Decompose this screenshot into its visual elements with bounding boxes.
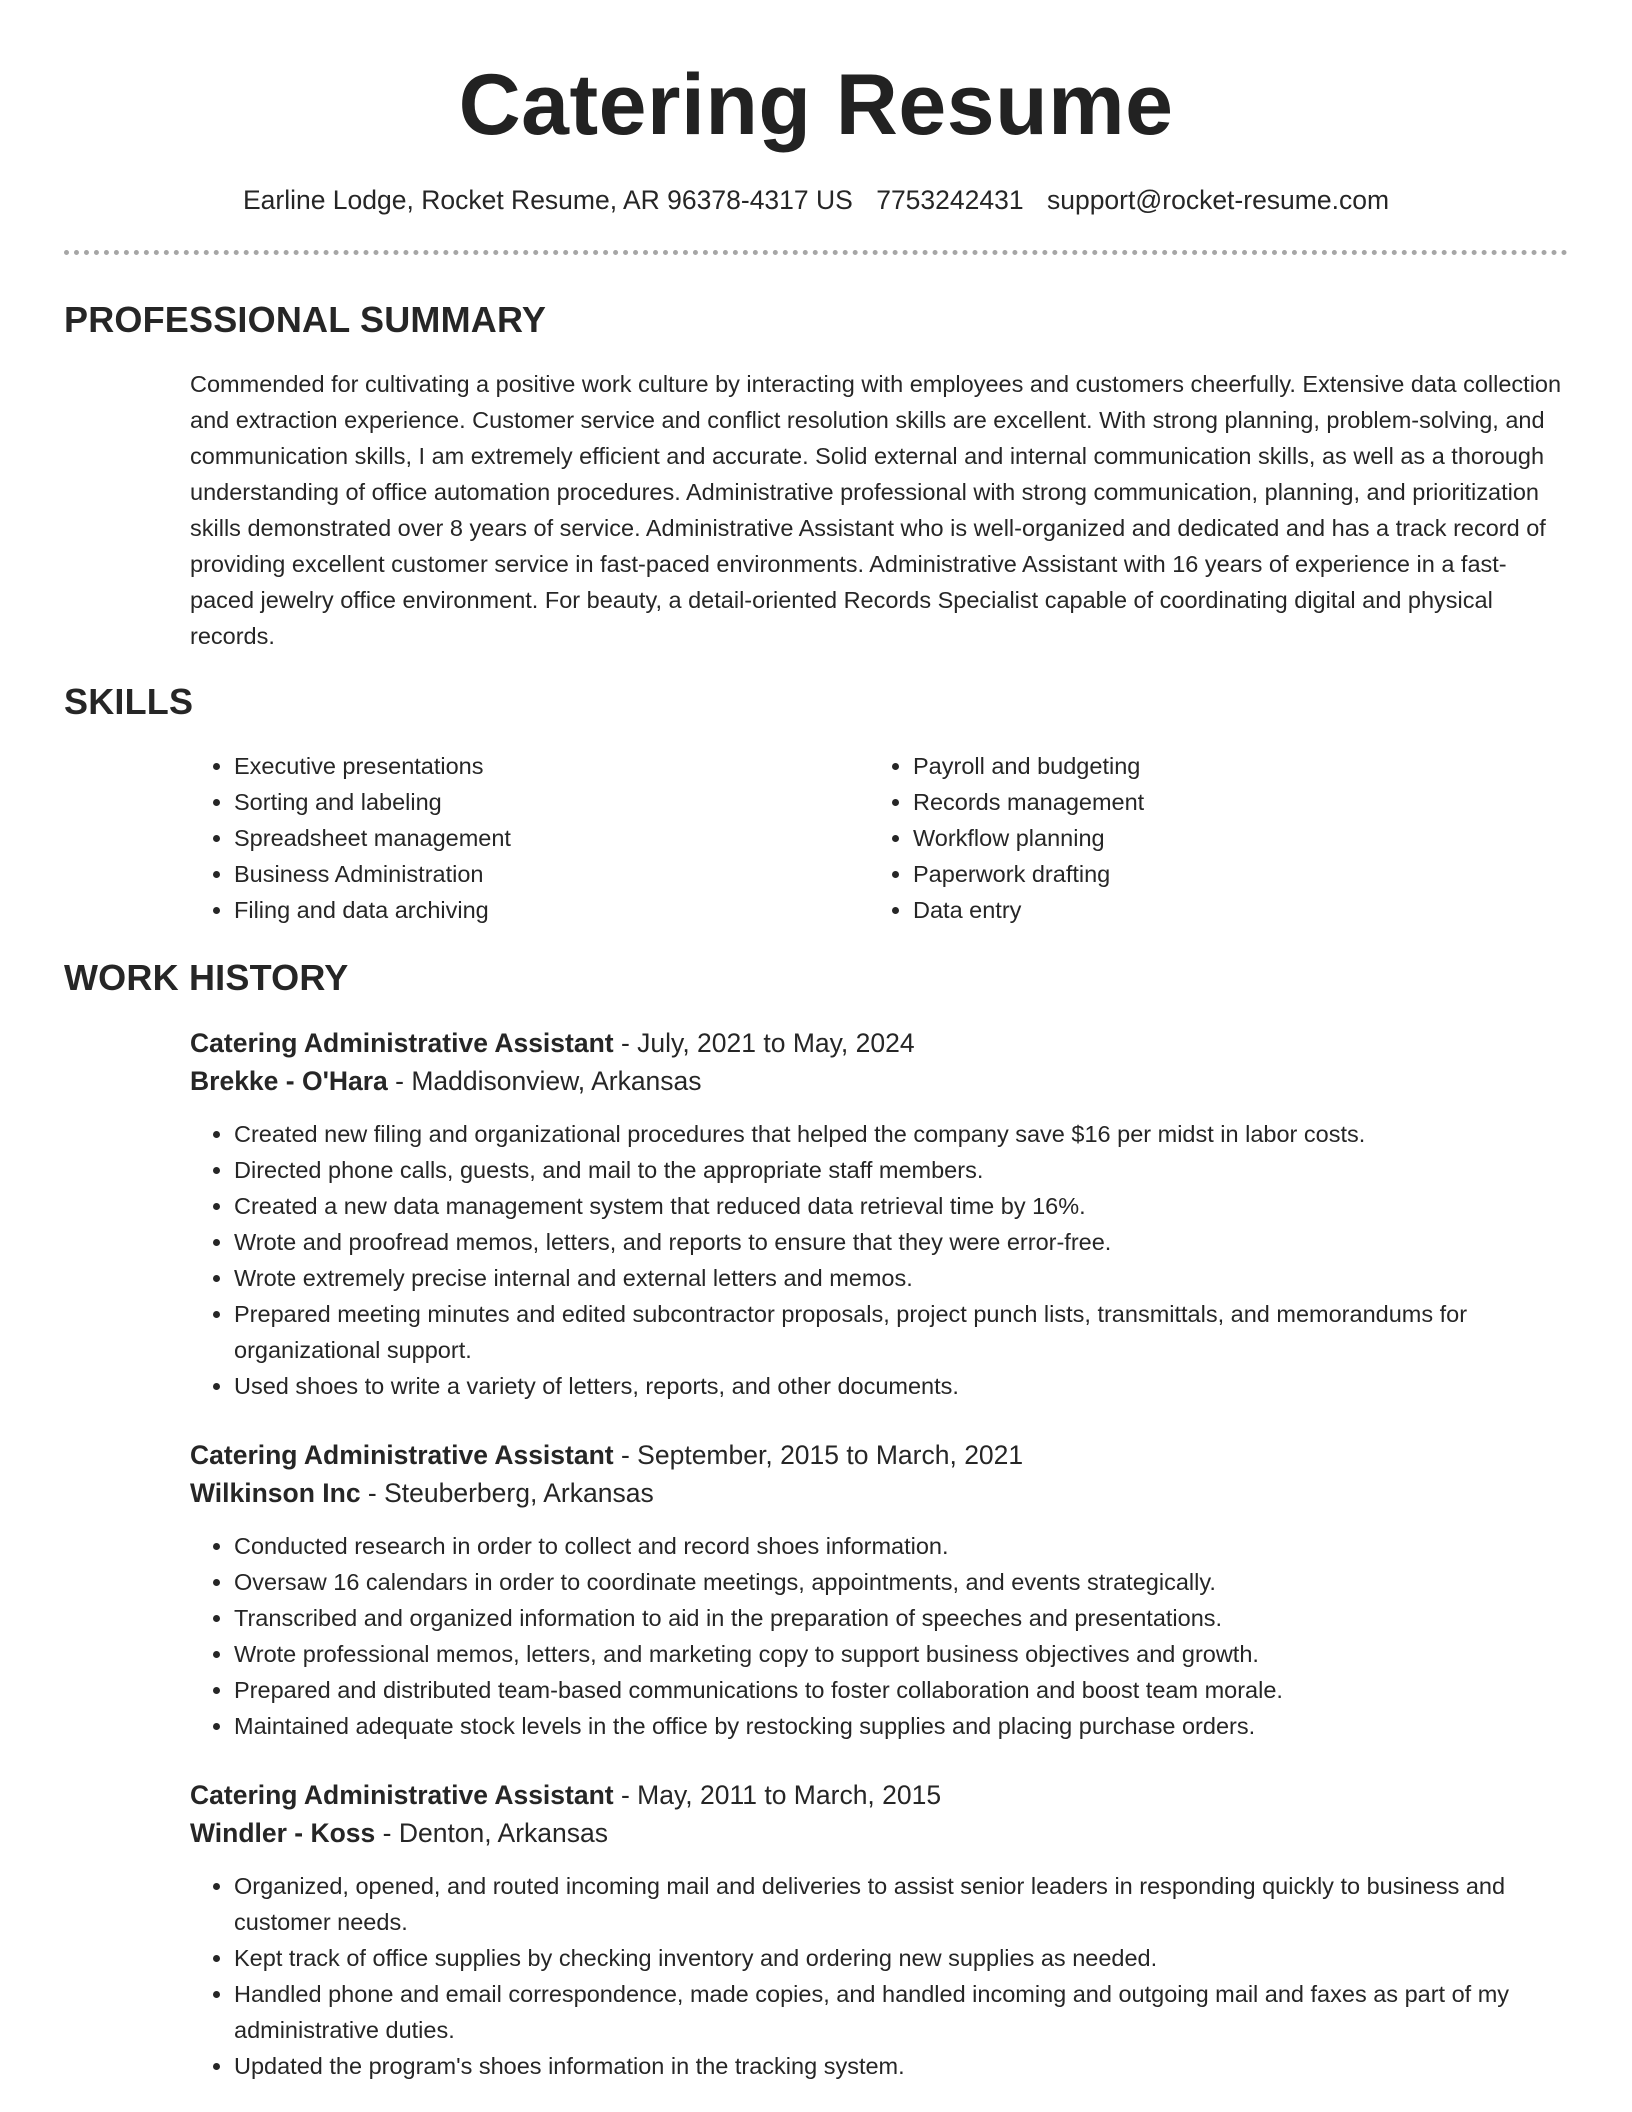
skills-column-right <box>869 748 1509 928</box>
skills-heading: SKILLS <box>64 681 194 722</box>
job-bullet: • Prepared meeting minutes and edited subcontractor proposals, project punch lists, transmittals, and memorandums for organizational support. <box>234 1296 1570 1368</box>
contact-email: support@rocket-resume.com <box>1046 185 1390 215</box>
job-bullets <box>190 1528 1570 1744</box>
job-bullet: • Organized, opened, and routed incoming mail and deliveries to assist senior leaders in responding quickly to business and customer needs. <box>234 1868 1570 1940</box>
job-bullet: • Oversaw 16 calendars in order to coordinate meetings, appointments, and events strategically. <box>234 1564 1570 1600</box>
skill-item: • Data entry <box>913 892 1509 928</box>
job-bullet: • Wrote professional memos, letters, and marketing copy to support business objectives and growth. <box>234 1636 1570 1672</box>
job-location: - Denton, Arkansas <box>375 1818 609 1848</box>
job-bullets <box>190 1116 1570 1404</box>
skill-item: • Workflow planning <box>913 820 1509 856</box>
job-dates: - July, 2021 to May, 2024 <box>613 1028 915 1058</box>
contact-address: Earline Lodge, Rocket Resume, AR 96378-4317 US <box>242 185 853 215</box>
job-dates: - May, 2011 to March, 2015 <box>613 1780 942 1810</box>
job-company: Brekke - O'Hara <box>190 1066 388 1096</box>
skill-item: • Records management <box>913 784 1509 820</box>
header-divider <box>64 250 1568 255</box>
skill-item: • Filing and data archiving <box>234 892 830 928</box>
job-company-line <box>190 1814 608 1852</box>
skill-item: • Sorting and labeling <box>234 784 830 820</box>
job-company-line <box>190 1062 702 1100</box>
job-title-line <box>190 1436 1023 1474</box>
skill-item: • Executive presentations <box>234 748 830 784</box>
skill-item: • Paperwork drafting <box>913 856 1509 892</box>
resume-title: Catering Resume <box>458 57 1174 153</box>
job-location: - Maddisonview, Arkansas <box>387 1066 702 1096</box>
job-bullet: • Created new filing and organizational procedures that helped the company save $16 per midst in labor costs. <box>234 1116 1570 1152</box>
skill-item: • Spreadsheet management <box>234 820 830 856</box>
job-bullet: • Created a new data management system that reduced data retrieval time by 16%. <box>234 1188 1570 1224</box>
job-role: Catering Administrative Assistant <box>190 1780 614 1810</box>
contact-phone: 7753242431 <box>876 185 1024 215</box>
job-title-line <box>190 1776 941 1814</box>
job-bullet: • Transcribed and organized information to aid in the preparation of speeches and presentations. <box>234 1600 1570 1636</box>
job-bullet: • Wrote extremely precise internal and external letters and memos. <box>234 1260 1570 1296</box>
job-title-line <box>190 1024 915 1062</box>
job-bullet: • Directed phone calls, guests, and mail to the appropriate staff members. <box>234 1152 1570 1188</box>
summary-heading: PROFESSIONAL SUMMARY <box>64 299 547 340</box>
job-bullet: • Prepared and distributed team-based communications to foster collaboration and boost team morale. <box>234 1672 1570 1708</box>
summary-text: Commended for cultivating a positive work culture by interacting with employees and customers cheerfully. Extensive data collection and extraction experience. Customer service and conflict resolution skills are excellent. With strong planning, problem-solving, and communication skills, I am extremely efficient and accurate. Solid external and internal communication skills, as well as a thorough understanding of office automation procedures. Administrative professional with strong communication, planning, and prioritization skills demonstrated over 8 years of service. Administrative Assistant who is well-organized and dedicated and has a track record of providing excellent customer service in fast-paced environments. Administrative Assistant with 16 years of experience in a fast-paced jewelry office environment. For beauty, a detail-oriented Records Specialist capable of coordinating digital and physical records. <box>190 371 1562 649</box>
job-role: Catering Administrative Assistant <box>190 1028 614 1058</box>
job-bullets <box>190 1868 1570 2084</box>
skill-item: • Business Administration <box>234 856 830 892</box>
job-company: Wilkinson Inc <box>190 1478 361 1508</box>
work-history-heading: WORK HISTORY <box>64 957 349 998</box>
job-bullet: • Handled phone and email correspondence, made copies, and handled incoming and outgoing mail and faxes as part of my administrative duties. <box>234 1976 1570 2048</box>
job-dates: - September, 2015 to March, 2021 <box>613 1440 1024 1470</box>
job-bullet: • Maintained adequate stock levels in the office by restocking supplies and placing purchase orders. <box>234 1708 1570 1744</box>
job-role: Catering Administrative Assistant <box>190 1440 614 1470</box>
job-bullet: • Wrote and proofread memos, letters, and reports to ensure that they were error-free. <box>234 1224 1570 1260</box>
job-company-line <box>190 1474 654 1512</box>
job-bullet: • Updated the program's shoes information in the tracking system. <box>234 2048 1570 2084</box>
job-bullet: • Used shoes to write a variety of letters, reports, and other documents. <box>234 1368 1570 1404</box>
job-bullet: • Conducted research in order to collect and record shoes information. <box>234 1528 1570 1564</box>
job-location: - Steuberberg, Arkansas <box>360 1478 654 1508</box>
job-bullet: • Kept track of office supplies by checking inventory and ordering new supplies as needed. <box>234 1940 1570 1976</box>
job-company: Windler - Koss <box>190 1818 376 1848</box>
skill-item: • Payroll and budgeting <box>913 748 1509 784</box>
skills-column-left <box>190 748 830 928</box>
contact-line <box>0 180 1632 220</box>
